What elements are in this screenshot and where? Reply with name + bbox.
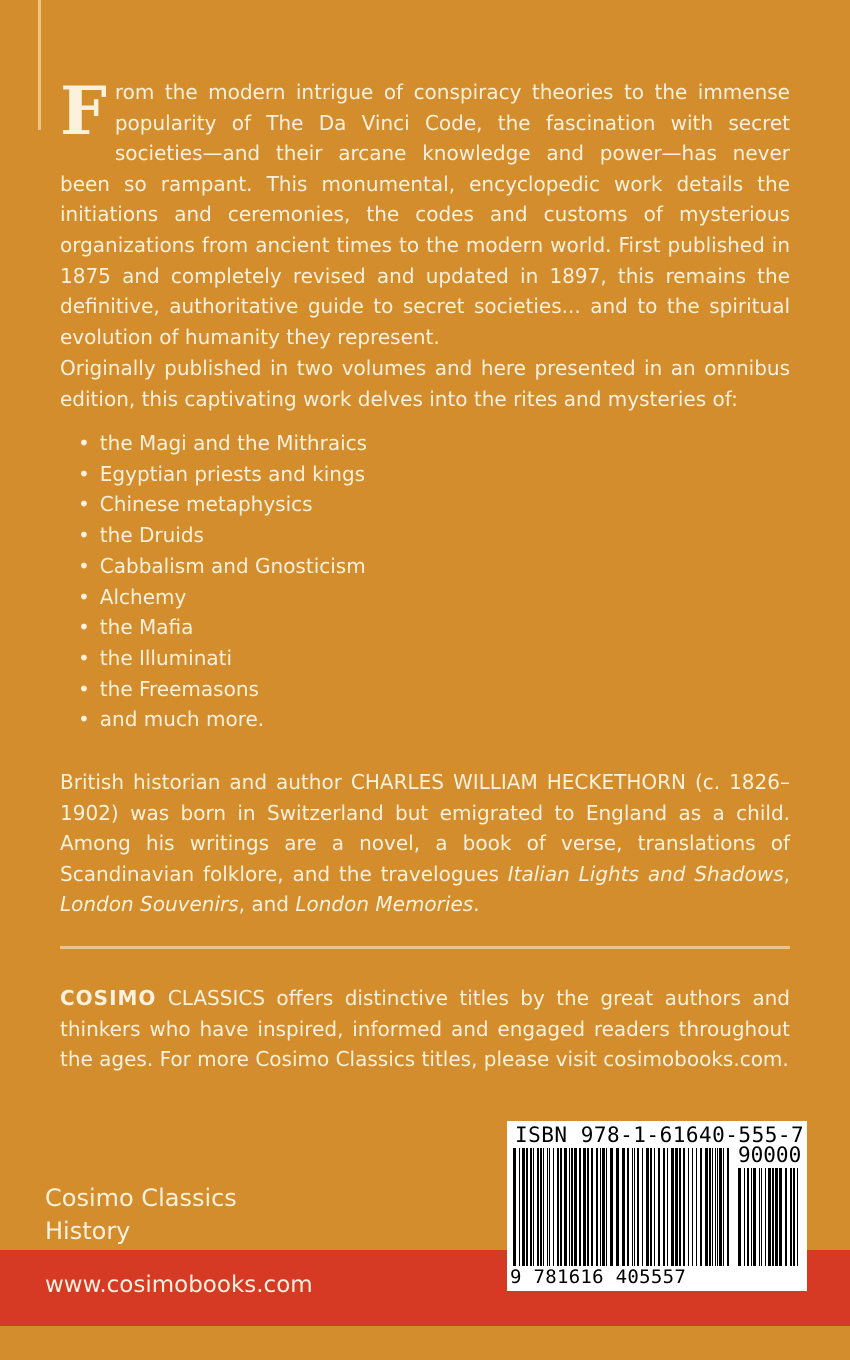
barcode-bar [622,1148,625,1266]
barcode-bar [537,1148,539,1266]
topic-item: • the Freemasons [78,674,367,705]
barcode-bar [663,1148,665,1266]
barcode-bar [717,1148,718,1266]
barcode-bar [759,1168,760,1266]
barcode-bar [530,1148,532,1266]
barcode-bar [719,1148,722,1266]
barcode-bar [692,1148,693,1266]
barcode-bar [705,1148,708,1266]
author-bio [60,767,790,920]
barcode-bar [574,1148,577,1266]
topics-list [78,428,367,735]
barcode-bar [744,1168,745,1266]
barcode-bar [569,1148,570,1266]
barcode-bar [583,1148,586,1266]
barcode-bar [797,1168,798,1266]
barcode-bar [727,1148,729,1266]
website-link[interactable]: www.cosimobooks.com [45,1272,313,1298]
barcode-bar [540,1148,542,1266]
barcode-bar [775,1168,778,1266]
barcode-bar [738,1168,741,1266]
barcode-bar [696,1148,697,1266]
barcode-bar [793,1168,795,1266]
barcode-bar [715,1148,716,1266]
barcode-bar [658,1148,660,1266]
topic-item: • Cabbalism and Gnosticism [78,551,367,582]
barcode-bar [564,1148,567,1266]
barcode-bar [549,1148,550,1266]
series-category: History [45,1217,131,1245]
barcode-bar [667,1148,668,1266]
topic-item: • Alchemy [78,582,367,613]
barcode-bar [632,1148,633,1266]
series-name: Cosimo Classics [45,1184,237,1212]
ean-digits: 9 781616 405557 [510,1266,687,1288]
barcode-bar [627,1148,629,1266]
barcode-bar [610,1148,613,1266]
barcode-bar [747,1168,749,1266]
isbn-label: ISBN 978-1-61640-555-7 [515,1123,805,1147]
publisher-brand: COSIMO [60,986,157,1010]
author-name: CHARLES WILLIAM HECKETHORN [350,770,686,794]
bio-end: . [473,892,480,917]
isbn-barcode [513,1148,731,1266]
volumes-paragraph: Originally published in two volumes and here presented in an omnibus edition, this captivating work delves into the rites and mysteries of: [60,356,790,411]
barcode-bar [650,1148,652,1266]
barcode-bar [671,1148,674,1266]
barcode-bar [683,1148,685,1266]
barcode-bar [642,1148,643,1266]
barcode-bar [571,1148,573,1266]
price-barcode [738,1168,802,1266]
barcode-bar [679,1148,681,1266]
publisher-brand-suffix: CLASSICS [156,986,266,1010]
book-title: London Souvenirs [60,892,239,917]
publisher-text: offers distinctive titles by the great authors and thinkers who have inspired, informed and engaged readers throughout the ages. For more Cosimo Classics titles, please visit cosimobooks.com. [60,986,790,1072]
barcode-bar [768,1168,771,1266]
barcode-bar [600,1148,601,1266]
topic-item: • Egyptian priests and kings [78,459,367,490]
barcode-bar [772,1168,774,1266]
barcode-bar [606,1148,607,1266]
barcode-bar [751,1168,752,1266]
topic-item: • the Magi and the Mithraics [78,428,367,459]
drop-cap: F [60,72,107,150]
bio-separator: , [783,861,790,886]
barcode-bar [560,1148,562,1266]
topic-item: • the Mafia [78,612,367,643]
barcode-bar [557,1148,559,1266]
barcode-bar [543,1148,544,1266]
spine-accent-line [38,0,41,130]
bio-body: (c. 1826–1902) was born in Switzerland but emigrated to England as a child. Among his writings are a novel, a book of verse, translations of Scandinavian folklore, and the travelogues [60,770,790,886]
topic-item: • Chinese metaphysics [78,489,367,520]
barcode-bar [522,1148,525,1266]
divider [60,946,790,949]
barcode-bar [700,1148,702,1266]
book-title: London Memories [295,892,474,917]
barcode-bar [602,1148,605,1266]
barcode-bar [616,1148,619,1266]
topic-item: • the Illuminati [78,643,367,674]
bio-lead: British historian and author [60,770,351,794]
barcode-bar [709,1148,711,1266]
barcode-bar [634,1148,635,1266]
publisher-paragraph [60,983,790,1075]
barcode-bar [785,1168,787,1266]
price-code: 90000 [738,1143,802,1167]
barcode-bar [513,1148,516,1266]
barcode-bar [765,1168,766,1266]
blurb-intro-text: rom the modern intrigue of conspiracy theories to the immense popularity of The Da Vinci Code, the fascination with secret societies—and their arcane knowledge and power—has never been so rampant. This monumental, encyclopedic work details the initiations and ceremonies, the codes and customs of mysterious organizations from ancient times to the modern world. First published in 1875 and completely revised and updated in 1897, this remains the definitive, authoritative guide to secret societies... and to the spiritual evolution of humanity they represent. [60,80,790,349]
topic-item: • and much more. [78,704,367,735]
blurb-paragraph [60,72,790,352]
barcode-bar [761,1168,762,1266]
barcode-bar [654,1148,655,1266]
barcode-bar [790,1168,792,1266]
barcode-bar [688,1148,689,1266]
book-title: Italian Lights and Shadows [507,861,784,886]
barcode-bar [753,1168,756,1266]
barcode-bar [723,1148,724,1266]
barcode-bar [779,1168,782,1266]
barcode-bar [547,1148,548,1266]
barcode-bar [579,1148,581,1266]
barcode-bar [553,1148,554,1266]
series-label [45,1182,237,1248]
bio-separator: , and [238,892,296,917]
barcode-bar [519,1148,520,1266]
barcode-bar [591,1148,593,1266]
barcode-bar [587,1148,589,1266]
barcode-bar [596,1148,598,1266]
barcode-bar [533,1148,534,1266]
barcode-bar [675,1148,678,1266]
barcode-bar [712,1148,713,1266]
barcode-bar [637,1148,639,1266]
barcode-bar [646,1148,649,1266]
topic-item: • the Druids [78,520,367,551]
barcode-bar [526,1148,528,1266]
